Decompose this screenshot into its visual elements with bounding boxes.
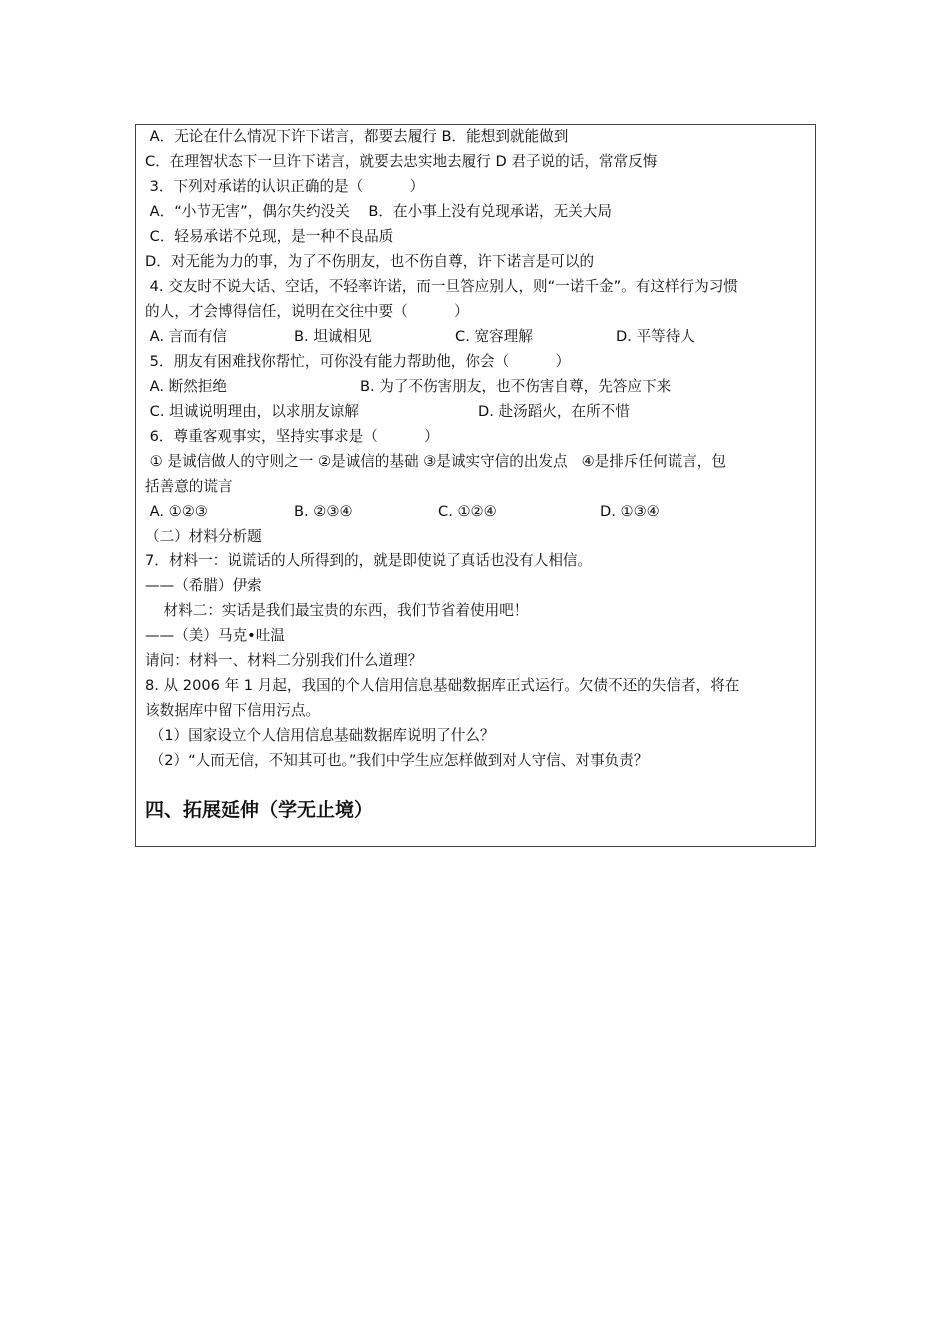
question-6: 6．尊重客观事实，坚持实事求是（ ） — [145, 428, 439, 445]
question-4: 4. 交友时不说大话、空话，不轻率许诺，而一旦答应别人，则“一诺千金”。有这样行为习惯 — [145, 278, 738, 295]
option-a: A. ①②③ — [145, 503, 208, 520]
material-one-source: ——（希腊）伊索 — [145, 577, 262, 594]
material-two-source: ——（美）马克•吐温 — [145, 627, 285, 644]
option-b: B. ②③④ — [294, 503, 353, 520]
option-d: D. 赴汤蹈火，在所不惜 — [478, 403, 630, 420]
option-line: A．无论在什么情况下许下诺言，都要去履行 B．能想到就能做到 — [145, 128, 569, 145]
option-b: B. 为了不伤害朋友，也不伤害自尊，先答应下来 — [360, 378, 672, 395]
question-7-ask: 请问：材料一、材料二分别我们什么道理？ — [145, 652, 423, 669]
question-6-statements: ① 是诚信做人的守则之一 ②是诚信的基础 ③是诚实守信的出发点 ④是排斥任何谎言，包 — [145, 453, 726, 470]
question-8-part-1: （1）国家设立个人信用信息基础数据库说明了什么？ — [145, 727, 495, 744]
option-line: C．在理智状态下一旦许下诺言，就要去忠实地去履行 D 君子说的话，常常反悔 — [145, 153, 658, 170]
question-8: 8. 从 2006 年 1 月起，我国的个人信用信息基础数据库正式运行。欠债不还的失信者，将在 — [145, 677, 740, 694]
option-d: D. 平等待人 — [616, 328, 695, 345]
option-c: C. ①②④ — [438, 503, 497, 520]
question-5: 5．朋友有困难找你帮忙，可你没有能力帮助他，你会（ ） — [145, 353, 571, 370]
material-one: 7．材料一：说谎话的人所得到的，就是即使说了真话也没有人相信。 — [145, 552, 593, 569]
subsection-title: （二）材料分析题 — [145, 528, 262, 545]
section-heading: 四、拓展延伸（学无止境） — [145, 799, 374, 821]
option-a: A. 言而有信 — [145, 328, 228, 345]
question-8-cont: 该数据库中留下信用污点。 — [145, 702, 321, 719]
option-line: C．轻易承诺不兑现，是一种不良品质 — [145, 228, 394, 245]
question-4-cont: 的人，才会博得信任，说明在交往中要（ ） — [145, 303, 469, 320]
option-b: B. 坦诚相见 — [294, 328, 372, 345]
option-c: C. 坦诚说明理由，以求朋友谅解 — [145, 403, 359, 420]
question-6-statements-cont: 括善意的谎言 — [145, 478, 233, 495]
option-d: D. ①③④ — [600, 503, 660, 520]
option-c: C. 宽容理解 — [455, 328, 533, 345]
question-8-part-2: （2）“人而无信，不知其可也。”我们中学生应怎样做到对人守信、对事负责？ — [145, 752, 649, 769]
material-two: 材料二：实话是我们最宝贵的东西，我们节省着使用吧！ — [145, 602, 529, 619]
option-line: D．对无能为力的事，为了不伤朋友，也不伤自尊，许下诺言是可以的 — [145, 253, 595, 270]
option-line: A．“小节无害”，偶尔失约没关 B．在小事上没有兑现承诺，无关大局 — [145, 203, 612, 220]
question-3: 3．下列对承诺的认识正确的是（ ） — [145, 178, 425, 195]
option-a: A. 断然拒绝 — [145, 378, 228, 395]
